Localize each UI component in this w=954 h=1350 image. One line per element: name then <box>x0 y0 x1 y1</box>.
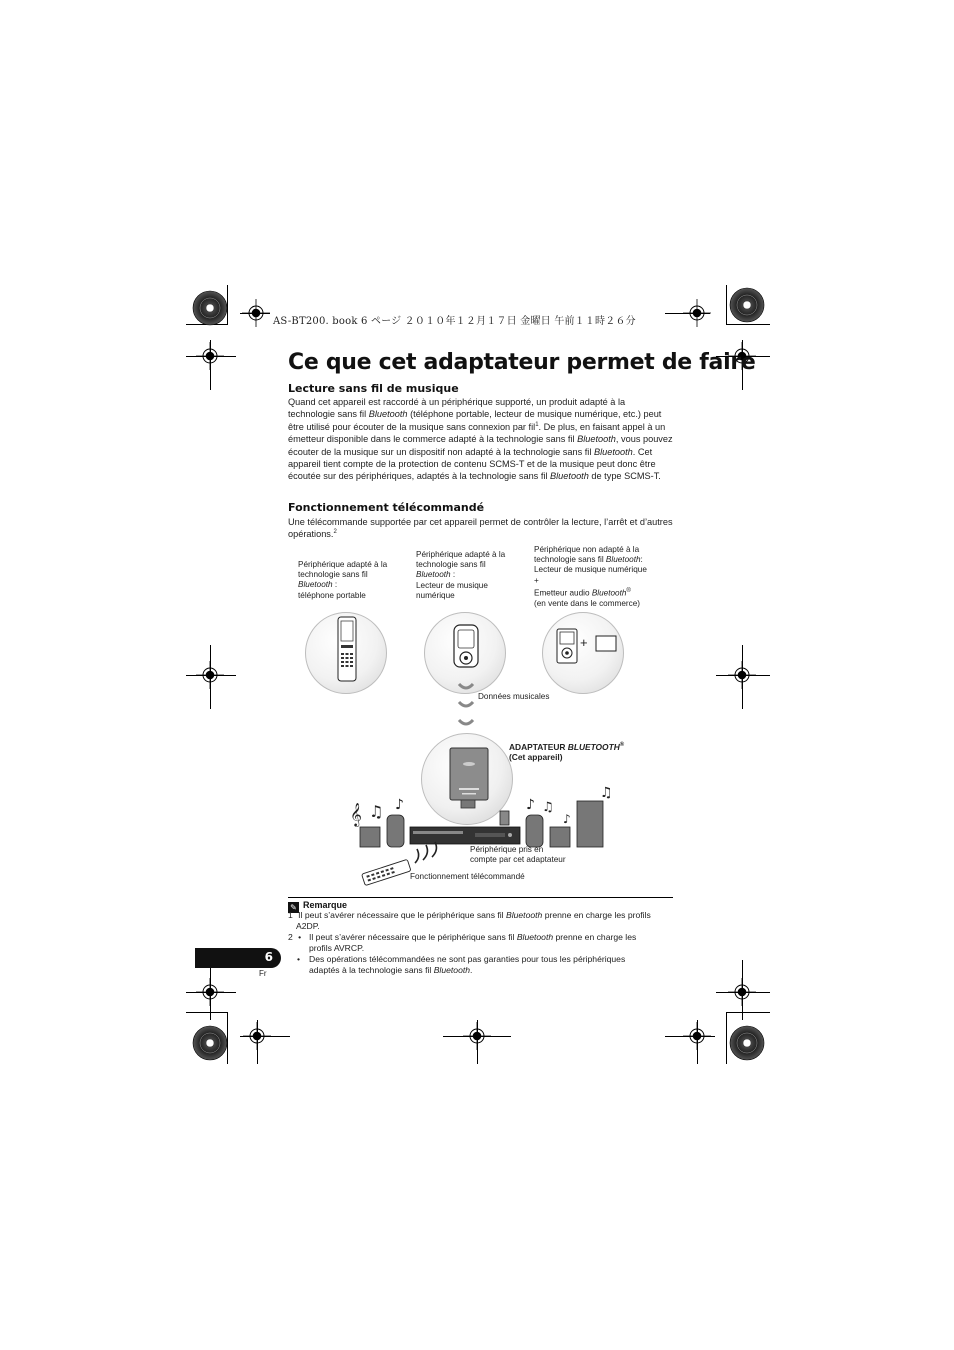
music-note-icon: ♫ <box>542 800 554 815</box>
language-code: Fr <box>259 969 267 978</box>
treble-clef-icon: 𝄞 <box>350 802 362 826</box>
music-note-icon: ♪ <box>526 797 535 813</box>
caption-phone: Périphérique adapté à la technologie sans fil Bluetooth : téléphone portable <box>298 560 388 600</box>
section-heading-remote: Fonctionnement télécommandé <box>288 501 485 514</box>
notes-header: ✎ Remarque <box>288 897 673 913</box>
music-note-icon: ♫ <box>600 785 613 801</box>
subwoofer-icon <box>577 801 603 847</box>
page-title: Ce que cet adaptateur permet de faire <box>288 350 756 375</box>
remote-control-icon <box>362 859 411 885</box>
music-player-transmitter-icon <box>543 613 623 693</box>
note-1: 1 Il peut s’avérer nécessaire que le périphérique sans fil Bluetooth prenne en charge les profils <box>288 910 651 920</box>
page-number: 6 <box>264 950 273 964</box>
non-bt-player-circle <box>542 612 624 694</box>
speaker-icon <box>387 815 404 847</box>
speaker-icon <box>550 827 570 847</box>
note-3-bullet: • <box>297 954 301 964</box>
book-info-header: AS-BT200. book 6 ページ ２０１０年１２月１７日 金曜日 午前１１時２６分 <box>273 316 636 327</box>
adapter-label: ADAPTATEUR BLUETOOTH® (Cet appareil) <box>509 741 625 762</box>
signal-waves-icon <box>455 680 479 734</box>
phone-circle <box>305 612 387 694</box>
adapter-small-icon <box>500 811 509 825</box>
note-1-cont: A2DP. <box>296 921 320 931</box>
remote-signal-icon <box>415 849 419 863</box>
music-note-icon: ♪ <box>563 812 571 826</box>
supported-device-label: Périphérique pris en compte par cet adaptateur <box>470 845 566 865</box>
speaker-icon <box>360 827 380 847</box>
caption-music-player: Périphérique adapté à la technologie sans fil Bluetooth : Lecteur de musique numérique <box>416 550 506 600</box>
mobile-phone-icon <box>306 613 386 693</box>
note-2-cont: profils AVRCP. <box>309 943 365 953</box>
music-note-icon: ♪ <box>395 797 404 813</box>
section-body-wireless: Quand cet appareil est raccordé à un périphérique supporté, un produit adapté à la technologie sans fil Bluetooth (téléphone portable, lecteur de musique numérique, etc.) peut être utilisé pour écouter de la musique sans connexion par fil$^1$. De plus, en faisant appel à un émetteur disponible dans le commerce adapté à la technologie sans fil Bluetooth, vous pouvez écouter de la musique sur un dispositif non adapté à la technologie sans fil Bluetooth. Cet appareil tient compte de la protection de contenu SCMS-T et de la musique peut donc être écoutée sur des périphériques, adaptés à la technologie sans fil Bluetooth de type SCMS-T. <box>288 397 673 482</box>
page-number-tab <box>195 948 281 968</box>
remote-operation-label: Fonctionnement télécommandé <box>410 872 525 881</box>
speaker-icon <box>526 815 543 847</box>
section-body-remote: Une télécommande supportée par cet appareil permet de contrôler la lecture, l’arrêt et d’autres opérations.$^2$ <box>288 517 673 540</box>
note-2: 2 • <box>288 932 302 942</box>
section-heading-wireless: Lecture sans fil de musique <box>288 382 459 395</box>
music-data-label: Données musicales <box>478 692 550 701</box>
caption-non-bt-player: Périphérique non adapté à la technologie sans fil Bluetooth: Lecteur de musique numérique + Emetteur audio Bluetooth® (en vente dans le commerce) <box>534 545 647 608</box>
note-3-cont: adaptés à la technologie sans fil Bluetooth. <box>309 965 473 975</box>
note-2-text: Il peut s’avérer nécessaire que le périphérique sans fil Bluetooth prenne en charge les <box>309 932 637 942</box>
note-3-text: Des opérations télécommandées ne sont pas garanties pour tous les périphériques <box>309 954 626 964</box>
plus-sign: + <box>580 635 588 650</box>
note-pencil-icon: ✎ <box>288 902 299 913</box>
music-note-icon: ♫ <box>369 802 384 821</box>
